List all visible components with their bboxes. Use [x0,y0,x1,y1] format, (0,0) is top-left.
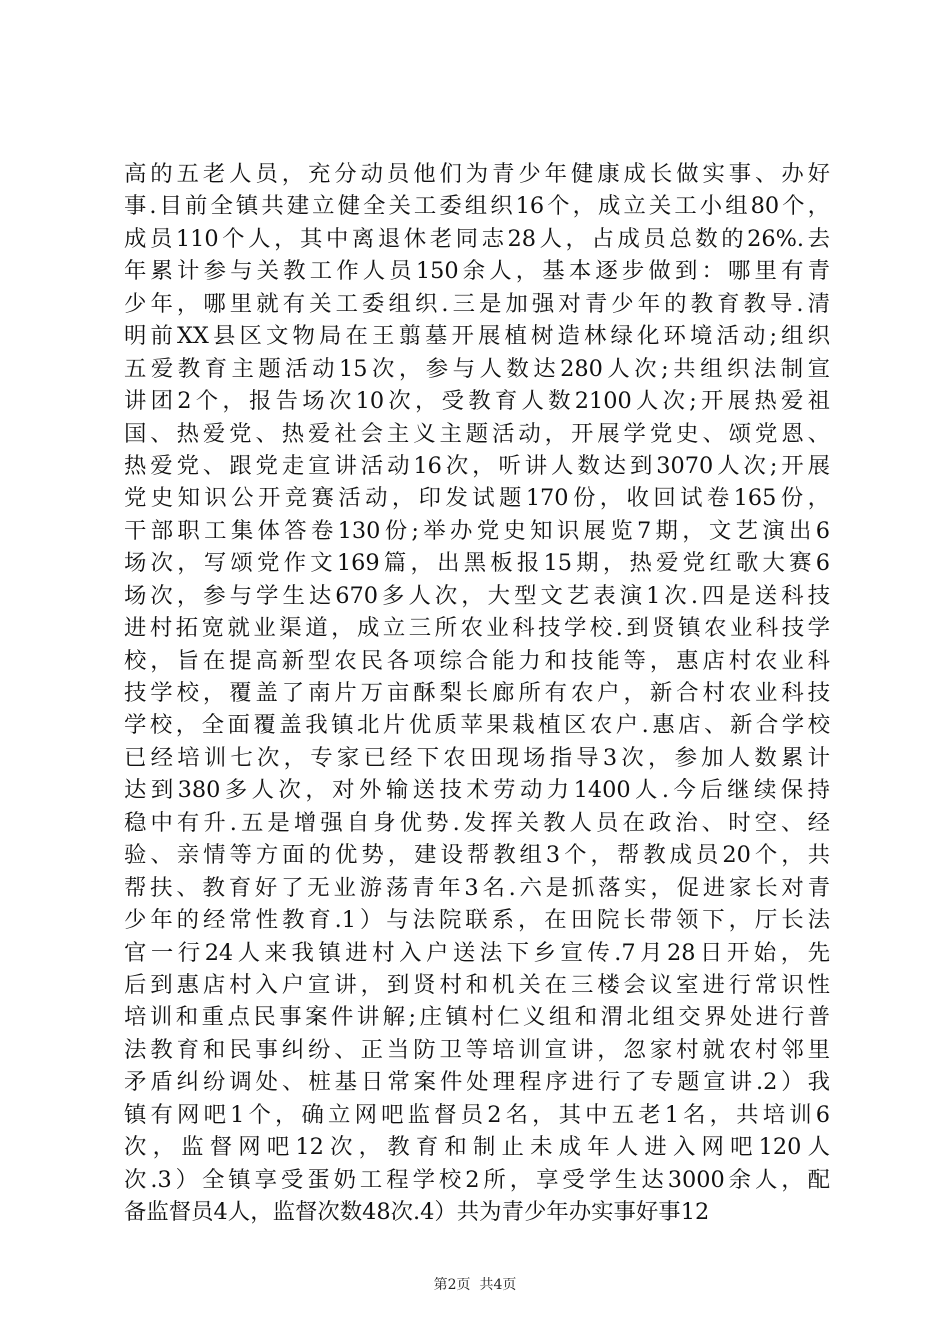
text-line: 讲团2个，报告场次10次，受教育人数2100人次;开展热爱祖 [124,388,830,415]
text-line: 已经培训七次，专家已经下农田现场指导3次，参加人数累计 [124,744,830,771]
text-line: 学校，全面覆盖我镇北片优质苹果栽植区农户.惠店、新合学校 [124,712,830,739]
text-line: 干部职工集体答卷130份;举办党史知识展览7期，文艺演出6 [124,517,830,544]
text-line: 少年，哪里就有关工委组织.三是加强对青少年的教育教导.清 [124,290,830,317]
text-line: 稳中有升.五是增强自身优势.发挥关教人员在政治、时空、经 [124,809,830,836]
text-line: 进村拓宽就业渠道，成立三所农业科技学校.到贤镇农业科技学 [124,615,830,642]
text-line: 场次，写颂党作文169篇，出黑板报15期，热爱党红歌大赛6 [124,550,830,577]
text-line: 后到惠店村入户宣讲，到贤村和机关在三楼会议室进行常识性 [124,971,830,998]
text-line: 国、热爱党、热爱社会主义主题活动，开展学党史、颂党恩、 [124,420,830,447]
text-line: 高的五老人员，充分动员他们为青少年健康成长做实事、办好 [124,161,830,187]
text-line: 法教育和民事纠纷、正当防卫等培训宣讲，忽家村就农村邻里 [124,1036,830,1063]
page-number-footer: 第2页 共4页 [433,1277,517,1293]
text-line: 次.3）全镇享受蛋奶工程学校2所，享受学生达3000余人，配 [124,1166,830,1193]
text-line: 镇有网吧1个，确立网吧监督员2名，其中五老1名，共培训6 [124,1101,830,1128]
text-line: 官一行24人来我镇进村入户送法下乡宣传.7月28日开始，先 [124,939,830,966]
text-line: 事.目前全镇共建立健全关工委组织16个，成立关工小组80个， [124,193,830,220]
text-line: 场次，参与学生达670多人次，大型文艺表演1次.四是送科技 [124,582,830,609]
text-line: 党史知识公开竞赛活动，印发试题170份，收回试卷165份， [124,485,830,512]
text-line: 次，监督网吧12次，教育和制止未成年人进入网吧120人 [124,1134,830,1161]
text-line: 少年的经常性教育.1）与法院联系，在田院长带领下，厅长法 [124,907,830,934]
text-line: 年累计参与关教工作人员150余人，基本逐步做到：哪里有青 [124,258,830,285]
text-line: 培训和重点民事案件讲解;庄镇村仁义组和渭北组交界处进行普 [124,1004,830,1031]
text-line: 矛盾纠纷调处、桩基日常案件处理程序进行了专题宣讲.2）我 [124,1069,830,1096]
text-line: 技学校，覆盖了南片万亩酥梨长廊所有农户，新合村农业科技 [124,680,830,706]
text-line: 备监督员4人，监督次数48次.4）共为青少年办实事好事12 [124,1199,710,1225]
text-line: 五爱教育主题活动15次，参与人数达280人次;共组织法制宣 [124,355,830,382]
text-line: 帮扶、教育好了无业游荡青年3名.六是抓落实，促进家长对青 [124,874,830,901]
body-text [124,158,830,1228]
text-line: 校，旨在提高新型农民各项综合能力和技能等，惠店村农业科 [124,647,830,674]
text-line: 热爱党、跟党走宣讲活动16次，听讲人数达到3070人次;开展 [124,452,830,479]
text-line: 达到380多人次，对外输送技术劳动力1400人.今后继续保持 [124,777,830,804]
text-line: 成员110个人，其中离退休老同志28人，占成员总数的26%.去 [124,225,830,252]
text-line: 验、亲情等方面的优势，建设帮教组3个，帮教成员20个，共 [124,842,830,869]
text-line: 明前XX县区文物局在王翦墓开展植树造林绿化环境活动;组织 [124,323,830,350]
